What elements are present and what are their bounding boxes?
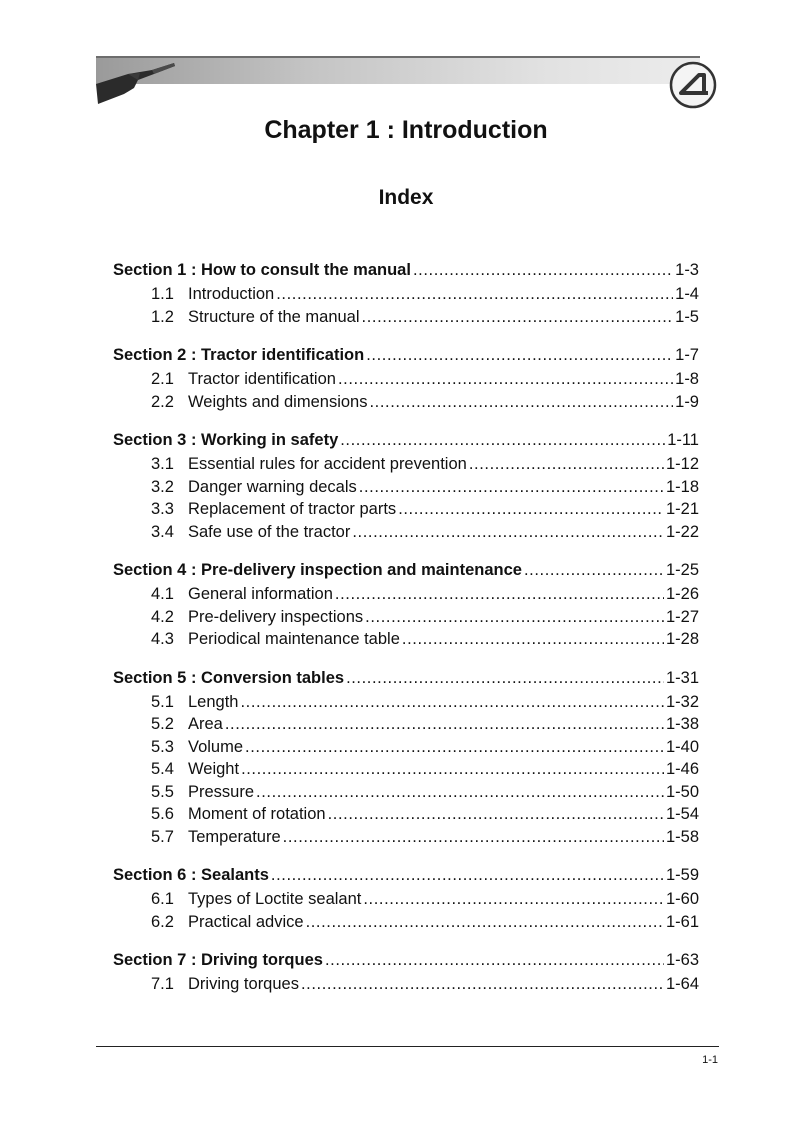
toc-leader: [335, 583, 664, 606]
toc-section-title: Section 7 : Driving torques: [113, 951, 323, 969]
toc-entry[interactable]: [113, 453, 699, 476]
toc-entry-label: Replacement of tractor parts: [188, 500, 397, 518]
toc-entry-number: 2.2: [151, 392, 174, 411]
toc-entry[interactable]: [113, 826, 699, 849]
toc-entry-number: 7.1: [151, 975, 174, 993]
toc-leader: [338, 368, 673, 391]
toc-leader: [225, 713, 664, 736]
toc-entry-number: 3.3: [151, 500, 174, 518]
toc-entry-number: 3.2: [151, 477, 174, 496]
toc-section-heading[interactable]: [113, 947, 699, 973]
toc-entry-label: Danger warning decals: [188, 477, 357, 496]
toc-entry-number: 3.4: [151, 522, 174, 541]
toc-leader: [306, 911, 664, 934]
toc-entry-label: Tractor identification: [188, 370, 336, 388]
toc-section-title: Section 5 : Conversion tables: [113, 668, 345, 687]
toc-entry-label: Volume: [188, 737, 244, 756]
toc-page-number: 1-46: [665, 760, 699, 778]
toc-section-title: Section 3 : Working in safety: [113, 431, 339, 449]
toc-leader: [366, 342, 673, 368]
toc-entry-label: Pre-delivery inspections: [188, 607, 364, 626]
toc-page-number: 1-63: [665, 951, 699, 969]
toc-section: [113, 665, 699, 849]
toc-leader: [245, 736, 664, 759]
toc-page-number: 1-9: [675, 392, 699, 411]
brand-logo-icon: [668, 60, 718, 110]
toc-entry[interactable]: [113, 498, 699, 521]
toc-entry-label: Safe use of the tractor: [188, 522, 351, 541]
toc-leader: [363, 888, 664, 911]
toc-section: [113, 342, 699, 413]
toc-leader: [241, 758, 664, 781]
toc-entry-label: Area: [188, 715, 223, 733]
toc-entry-label: Pressure: [188, 782, 255, 801]
toc-entry-number: 1.2: [151, 307, 174, 326]
toc-page-number: 1-60: [665, 890, 699, 908]
toc-entry-label: General information: [188, 585, 333, 603]
toc-entry-number: 5.4: [151, 760, 174, 778]
toc-entry-number: 6.1: [151, 890, 174, 908]
toc-page-number: 1-54: [665, 805, 699, 823]
toc-entry-label: Practical advice: [188, 912, 304, 931]
toc-leader: [271, 862, 664, 888]
toc-page-number: 1-11: [667, 431, 699, 449]
toc-entry-number: 3.1: [151, 455, 174, 473]
table-of-contents: [113, 257, 699, 1010]
toc-page-number: 1-3: [675, 261, 699, 279]
toc-leader: [346, 665, 664, 691]
toc-leader: [340, 427, 665, 453]
index-heading: Index: [378, 186, 434, 209]
toc-leader: [328, 803, 664, 826]
toc-leader: [362, 306, 674, 329]
toc-entry[interactable]: [113, 758, 699, 781]
toc-entry-number: 6.2: [151, 912, 174, 931]
toc-page-number: 1-18: [665, 477, 699, 496]
toc-page-number: 1-32: [665, 692, 699, 711]
toc-entry[interactable]: [113, 736, 699, 759]
chapter-title: Chapter 1 : Introduction: [264, 116, 548, 144]
toc-page-number: 1-22: [665, 522, 699, 541]
toc-page-number: 1-28: [665, 630, 699, 648]
toc-entry[interactable]: [113, 583, 699, 606]
header-band: [96, 56, 700, 84]
toc-section: [113, 557, 699, 651]
toc-page-number: 1-40: [665, 737, 699, 756]
toc-page-number: 1-50: [665, 782, 699, 801]
toc-page-number: 1-26: [665, 585, 699, 603]
toc-leader: [283, 826, 664, 849]
toc-entry-number: 4.2: [151, 607, 174, 626]
toc-entry[interactable]: [113, 368, 699, 391]
toc-leader: [301, 973, 664, 996]
toc-section-heading[interactable]: [113, 427, 699, 453]
toc-entry[interactable]: [113, 606, 699, 629]
toc-entry[interactable]: [113, 283, 699, 306]
toc-section: [113, 947, 699, 996]
toc-section-heading[interactable]: [113, 342, 699, 368]
toc-section-title: Section 2 : Tractor identification: [113, 346, 365, 364]
toc-entry-number: 5.6: [151, 805, 174, 823]
toc-entry[interactable]: [113, 476, 699, 499]
toc-page-number: 1-4: [675, 285, 699, 303]
toc-leader: [352, 521, 664, 544]
toc-entry-number: 2.1: [151, 370, 174, 388]
toc-entry-number: 1.1: [151, 285, 174, 303]
toc-section: [113, 257, 699, 328]
toc-leader: [402, 628, 664, 651]
toc-page-number: 1-38: [665, 715, 699, 733]
toc-entry[interactable]: [113, 521, 699, 544]
toc-entry-label: Length: [188, 692, 239, 711]
toc-page-number: 1-59: [665, 866, 699, 884]
pointing-hand-icon: [94, 60, 178, 108]
toc-entry-label: Driving torques: [188, 975, 299, 993]
toc-entry[interactable]: [113, 911, 699, 934]
toc-entry[interactable]: [113, 306, 699, 329]
toc-leader: [359, 476, 664, 499]
toc-section: [113, 427, 699, 543]
toc-entry-number: 5.5: [151, 782, 174, 801]
toc-entry[interactable]: [113, 691, 699, 714]
toc-page-number: 1-12: [665, 455, 699, 473]
toc-entry[interactable]: [113, 888, 699, 911]
toc-page-number: 1-31: [665, 668, 699, 687]
toc-page-number: 1-8: [675, 370, 699, 388]
toc-page-number: 1-21: [665, 500, 699, 518]
toc-leader: [256, 781, 664, 804]
toc-leader: [276, 283, 673, 306]
toc-entry-label: Types of Loctite sealant: [188, 890, 362, 908]
toc-section-title: Section 4 : Pre-delivery inspection and maintenance: [113, 561, 522, 579]
toc-entry[interactable]: [113, 713, 699, 736]
toc-leader: [325, 947, 664, 973]
toc-entry-label: Weights and dimensions: [188, 392, 368, 411]
toc-entry-label: Moment of rotation: [188, 805, 326, 823]
toc-entry-label: Introduction: [188, 285, 275, 303]
toc-page-number: 1-5: [675, 307, 699, 326]
toc-section-title: Section 1 : How to consult the manual: [113, 261, 411, 279]
toc-page-number: 1-61: [665, 912, 699, 931]
toc-leader: [398, 498, 664, 521]
toc-entry-number: 5.1: [151, 692, 174, 711]
toc-entry-number: 5.7: [151, 827, 174, 846]
toc-leader: [469, 453, 664, 476]
toc-entry-number: 4.1: [151, 585, 174, 603]
page-number: 1-1: [702, 1054, 718, 1066]
toc-entry[interactable]: [113, 628, 699, 651]
toc-leader: [369, 391, 673, 414]
footer-rule: [96, 1046, 719, 1047]
toc-entry[interactable]: [113, 803, 699, 826]
toc-page-number: 1-27: [665, 607, 699, 626]
toc-section-heading[interactable]: [113, 862, 699, 888]
toc-entry-label: Temperature: [188, 827, 281, 846]
toc-section-heading[interactable]: [113, 665, 699, 691]
toc-leader: [413, 257, 673, 283]
toc-leader: [524, 557, 664, 583]
toc-entry-number: 4.3: [151, 630, 174, 648]
toc-page-number: 1-58: [665, 827, 699, 846]
toc-section-title: Section 6 : Sealants: [113, 866, 269, 884]
toc-entry-label: Structure of the manual: [188, 307, 360, 326]
toc-entry-label: Essential rules for accident prevention: [188, 455, 467, 473]
toc-page-number: 1-64: [665, 975, 699, 993]
toc-entry[interactable]: [113, 391, 699, 414]
toc-entry-number: 5.3: [151, 737, 174, 756]
toc-section-heading[interactable]: [113, 257, 699, 283]
toc-entry[interactable]: [113, 973, 699, 996]
toc-page-number: 1-7: [675, 346, 699, 364]
toc-section: [113, 862, 699, 933]
toc-entry[interactable]: [113, 781, 699, 804]
toc-entry-label: Weight: [188, 760, 240, 778]
toc-entry-number: 5.2: [151, 715, 174, 733]
toc-page-number: 1-25: [665, 561, 699, 579]
toc-section-heading[interactable]: [113, 557, 699, 583]
toc-leader: [240, 691, 664, 714]
toc-leader: [365, 606, 664, 629]
toc-entry-label: Periodical maintenance table: [188, 630, 400, 648]
